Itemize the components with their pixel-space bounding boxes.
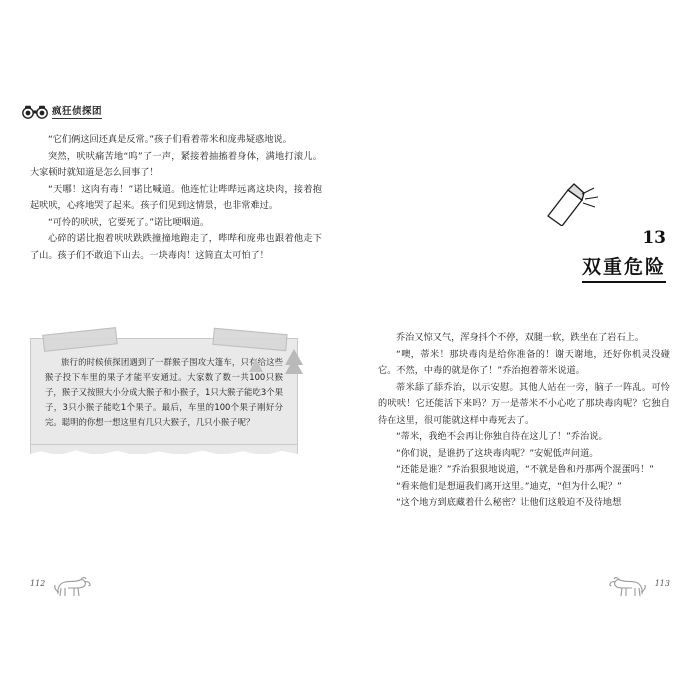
paragraph: 突然，吠吠痛苦地“呜”了一声，紧接着抽搐着身体，满地打滚儿。大家顿时就知道是怎么回事了！ [30,150,322,178]
paragraph: “这个地方到底藏着什么秘密？让他们这般迫不及待地想 [396,497,622,508]
puzzle-box [30,338,298,445]
tape-strip-icon [212,328,287,351]
paragraph: 蒂米舔了舔乔治，以示安慰。其他人站在一旁，脑子一阵乱。可怜的吠吠！它还能活下来吗？万一是蒂米不小心吃了那块毒肉呢？它独自待在这里，很可能就这样中毒死去了。 [378,381,670,426]
paragraph: “可怜的吠吠，它要死了。”诺比哽咽道。 [48,216,210,228]
paragraph: “蒂米，我绝不会再让你独自待在这儿了！”乔治说。 [396,431,608,442]
page-number-right: 113 [654,579,670,588]
chapter-number: 13 [642,228,666,248]
puzzle-text: 旅行的时候侦探团遇到了一群猴子围攻大篷车，只有给这些猴子投下车里的果子才能平安通过。大家数了数一共100只猴子，猴子又按照大小分成大猴子和小猴子，1只大猴子能吃3个果子，3只小猴子能吃1个果子。最后，车里的100个果子刚好分完。聪明的你想一想这里有几只大猴子，几只小猴子呢？ [45,357,283,427]
paragraph: “还能是谁？”乔治狠狠地说道，“不就是鲁和丹那两个混蛋吗！” [396,464,654,475]
paragraph: “看来他们是想逼我们离开这里。”迪克，“但为什么呢？” [396,480,622,492]
torn-paper-edge [30,445,298,454]
paragraph: 心碎的诺比抱着吠吠跌跌撞撞地跑走了，哔哔和庞弗也跟着他走下了山。孩子们不敢追下山去。一块毒肉！这简直太可怕了！ [30,233,322,261]
paragraph: “噢，蒂米！那块毒肉是给你准备的！谢天谢地，还好你机灵没碰它。不然，中毒的就是你了！”乔治抱着蒂米说道。 [378,348,670,376]
flashlight-icon [466,182,666,226]
left-page-body [30,132,322,264]
paragraph: “它们俩这回还真是反常。”孩子们看着蒂米和庞弗疑惑地说。 [48,134,292,145]
paragraph: “你们说，是谁扔了这块毒肉呢？”安妮低声问道。 [396,447,599,459]
paragraph: “天哪！这肉有毒！”诺比喊道。他连忙让哔哔远离这块肉，接着抱起吠吠，心疼地哭了起来。孩子们见到这情景，也非常难过。 [30,183,322,211]
chapter-title: 双重危险 [582,252,666,283]
chapter-heading [466,182,666,283]
page-number-left: 112 [30,579,46,588]
right-page-body [378,330,670,512]
puzzle-callout [30,338,298,454]
binoculars-icon [22,104,48,118]
series-title: 疯狂侦探团 [52,103,102,119]
running-header [22,103,102,119]
dog-icon [52,574,92,600]
right-page [350,0,700,700]
paragraph: 乔治又惊又气，浑身抖个不停，双腿一软，跌坐在了岩石上。 [396,332,645,343]
dog-icon [608,574,648,600]
tree-icon [249,359,263,372]
tape-strip-icon [42,327,117,352]
